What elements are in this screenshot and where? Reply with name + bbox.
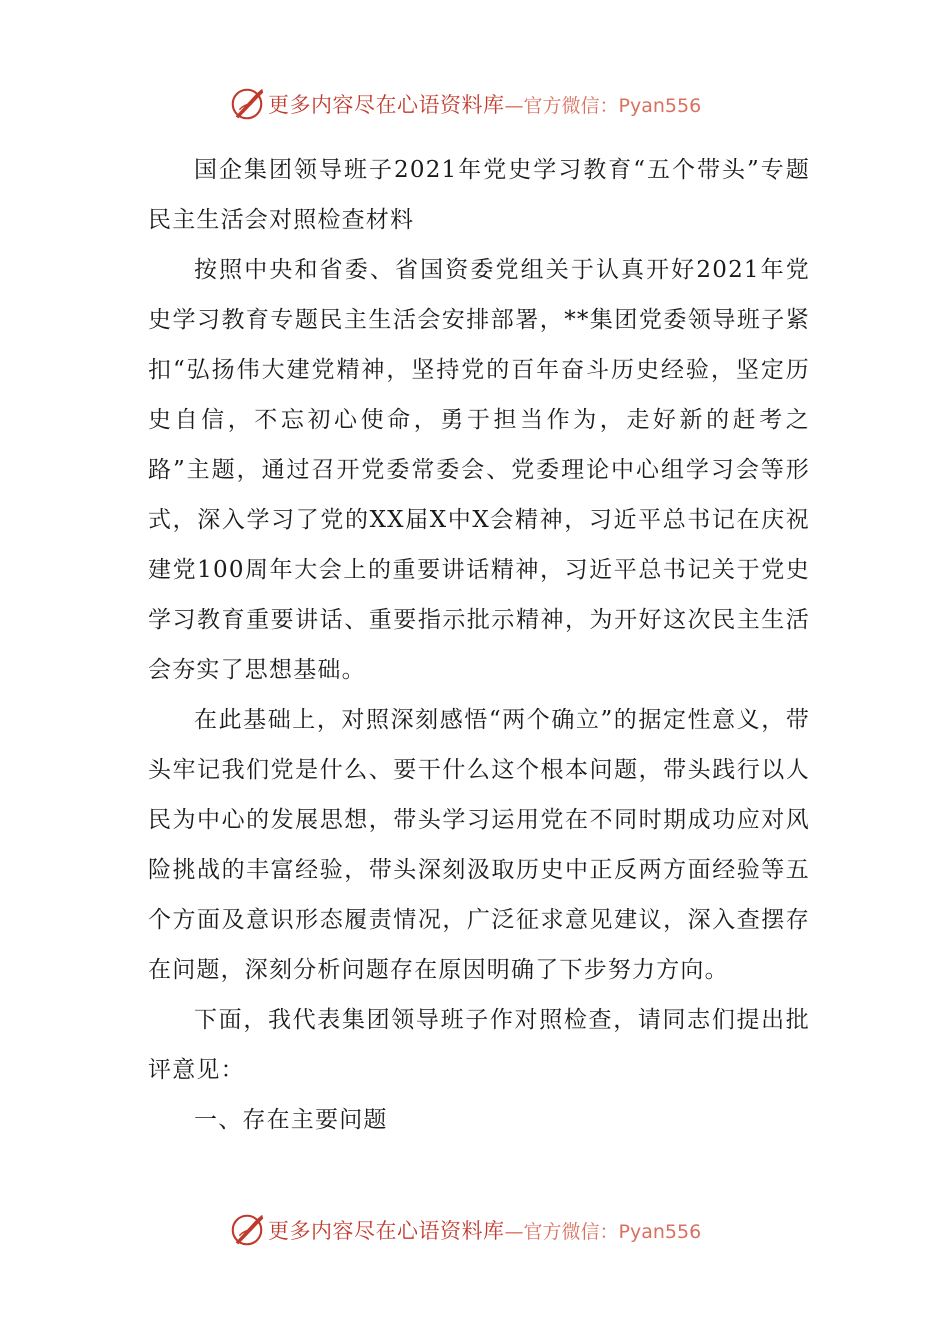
banner-main-text: 更多内容尽在心语资料库	[268, 93, 505, 117]
pen-nib-logo-icon	[228, 85, 266, 123]
pen-nib-logo-icon	[228, 1211, 266, 1249]
banner-sub-text: —官方微信：Pyan556	[504, 1220, 702, 1243]
paragraph-2: 在此基础上，对照深刻感悟“两个确立”的据定性意义，带头牢记我们党是什么、要干什么这个根本问题，带头践行以人民为中心的发展思想，带头学习运用党在不同时期成功应对风险挑战的丰富经验，带头深刻汲取历史中正反两方面经验等五个方面及意识形态履责情况，广泛征求意见建议，深入查摆存在问题，深刻分析问题存在原因明确了下步努力方向。	[148, 707, 810, 983]
document-body	[148, 145, 810, 1145]
footer-watermark-banner	[228, 1210, 748, 1250]
document-title: 国企集团领导班子2021年党史学习教育“五个带头”专题民主生活会对照检查材料	[148, 157, 810, 233]
banner-main-text: 更多内容尽在心语资料库	[268, 1219, 505, 1243]
section-heading: 一、存在主要问题	[194, 1107, 388, 1133]
banner-sub-text: —官方微信：Pyan556	[504, 94, 702, 117]
paragraph-1: 按照中央和省委、省国资委党组关于认真开好2021年党史学习教育专题民主生活会安排部署，**集团党委领导班子紧扣“弘扬伟大建党精神，坚持党的百年奋斗历史经验，坚定历史自信，不忘初心使命，勇于担当作为，走好新的赶考之路”主题，通过召开党委常委会、党委理论中心组学习会等形式，深入学习了党的XX届X中X会精神，习近平总书记在庆祝建党100周年大会上的重要讲话精神，习近平总书记关于党史学习教育重要讲话、重要指示批示精神，为开好这次民主生活会夯实了思想基础。	[148, 257, 810, 683]
paragraph-3: 下面，我代表集团领导班子作对照检查，请同志们提出批评意见：	[148, 1007, 810, 1083]
header-watermark-banner	[228, 84, 748, 124]
